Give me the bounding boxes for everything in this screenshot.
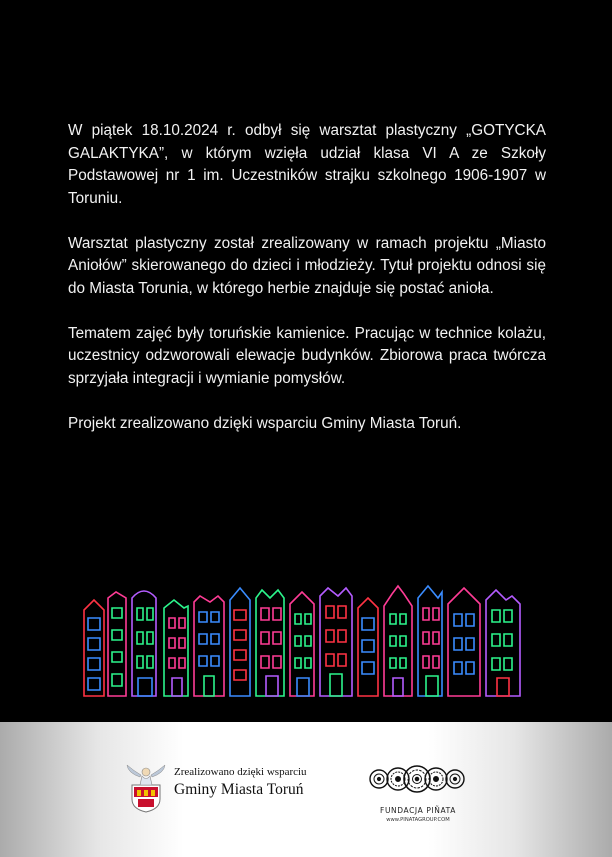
pinata-ornament-logo-icon [367,764,467,794]
townhouse-6 [230,588,250,696]
townhouse-8 [290,592,314,696]
paragraph-3: Tematem zajęć były toruńskie kamienice. Pracując w technice kolażu, uczestnicy odzworowali elewacje budynków. Zbiorowa praca twórcza sprzyjała integracji i wymianie pomysłów. [68,324,546,387]
townhouse-collage-illustration [80,578,540,698]
townhouse-5 [194,596,224,696]
paragraph-2: Warsztat plastyczny został zrealizowany w ramach projektu „Miasto Aniołów” skierowanego do dzieci i młodzieży. Tytuł projektu odnosi się do Miasta Torunia, w którego herbie znajduje się postać anioła. [68,234,546,297]
townhouse-9 [320,588,352,696]
townhouse-1 [84,600,104,696]
footer-band [0,722,612,857]
paragraph-4: Projekt zrealizowano dzięki wsparciu Gminy Miasta Toruń. [68,414,462,432]
townhouse-2 [108,592,126,696]
foundation-url: www.PINATAGROUP.COM [386,817,450,823]
townhouse-3 [132,591,156,696]
sponsor-name: Gminy Miasta Toruń [174,781,304,798]
foundation-name: FUNDACJA PIÑATA [380,806,456,815]
townhouse-10 [358,598,378,696]
townhouse-14 [486,590,520,696]
article-text [68,120,546,458]
townhouse-7 [256,590,284,696]
sponsor-caption: Zrealizowano dzięki wsparciu [174,766,307,778]
townhouse-12 [418,586,442,696]
townhouse-4 [164,600,188,696]
townhouse-11 [384,586,412,696]
paragraph-1: W piątek 18.10.2024 r. odbył się warsztat plastyczny „GOTYCKA GALAKTYKA”, w którym wzięła udział klasa VI A ze Szkoły Podstawowej nr 1 im. Uczestników strajku szkolnego 1906-1907 w Toruniu. [68,122,546,207]
townhouse-13 [448,588,480,696]
torun-coat-of-arms-icon [126,763,166,813]
